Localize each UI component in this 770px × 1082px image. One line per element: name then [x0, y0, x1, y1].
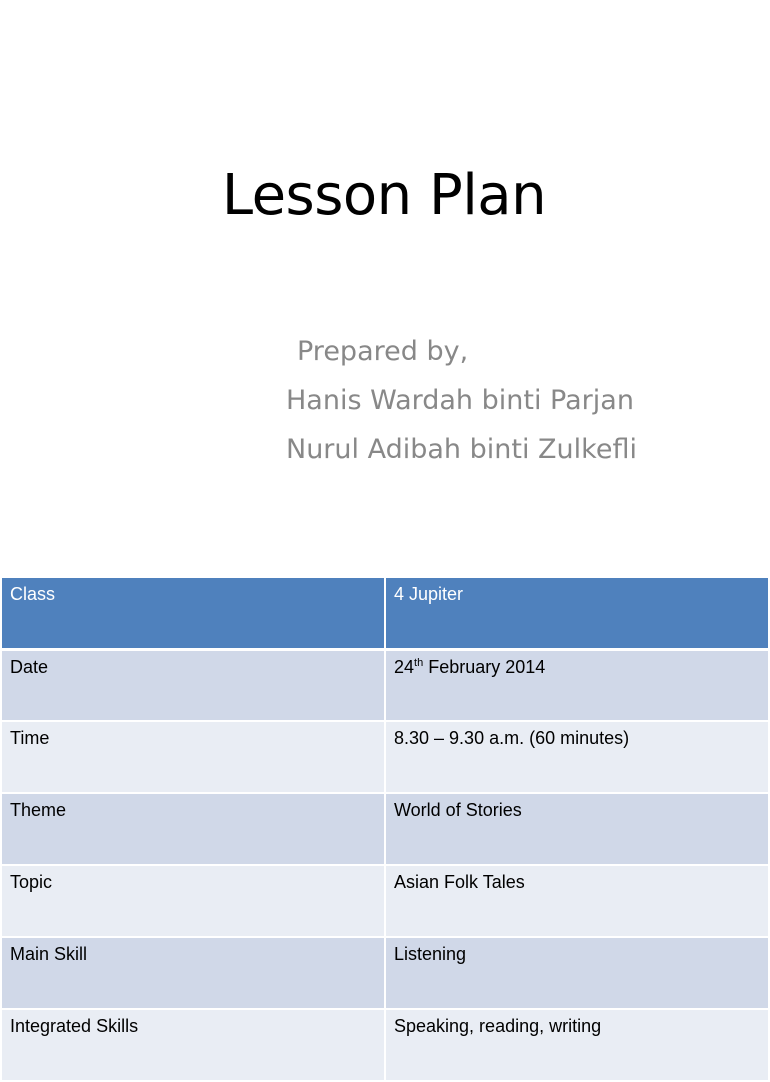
table-cell-label: Class	[1, 577, 385, 649]
table-cell-label: Main Skill	[1, 937, 385, 1009]
subtitle-author-2: Nurul Adibah binti Zulkefli	[286, 434, 637, 465]
subtitle-prepared-by: Prepared by,	[297, 336, 469, 367]
table-cell-value: 8.30 – 9.30 a.m. (60 minutes)	[385, 721, 769, 793]
table-cell-value	[385, 649, 769, 721]
table-cell-value: Asian Folk Tales	[385, 865, 769, 937]
date-ordinal: th	[414, 656, 424, 669]
subtitle-author-1: Hanis Wardah binti Parjan	[286, 385, 634, 416]
table-cell-label: Integrated Skills	[1, 1009, 385, 1081]
table-cell-label: Theme	[1, 793, 385, 865]
table-row	[1, 721, 769, 793]
table-cell-label: Date	[1, 649, 385, 721]
table-row	[1, 865, 769, 937]
table-cell-value: Listening	[385, 937, 769, 1009]
table-row	[1, 793, 769, 865]
table-cell-label: Topic	[1, 865, 385, 937]
table-cell-value: World of Stories	[385, 793, 769, 865]
table-cell-value: 4 Jupiter	[385, 577, 769, 649]
table-cell-label: Time	[1, 721, 385, 793]
table-row	[1, 1009, 769, 1081]
lesson-details-table	[0, 576, 770, 1082]
date-month-year: February 2014	[423, 656, 546, 677]
date-day: 24	[394, 656, 415, 677]
table-row	[1, 937, 769, 1009]
table-row	[1, 649, 769, 721]
slide-title: Lesson Plan	[221, 163, 547, 228]
lesson-details-slide	[0, 576, 768, 1036]
table-cell-value: Speaking, reading, writing	[385, 1009, 769, 1081]
table-row	[1, 577, 769, 649]
